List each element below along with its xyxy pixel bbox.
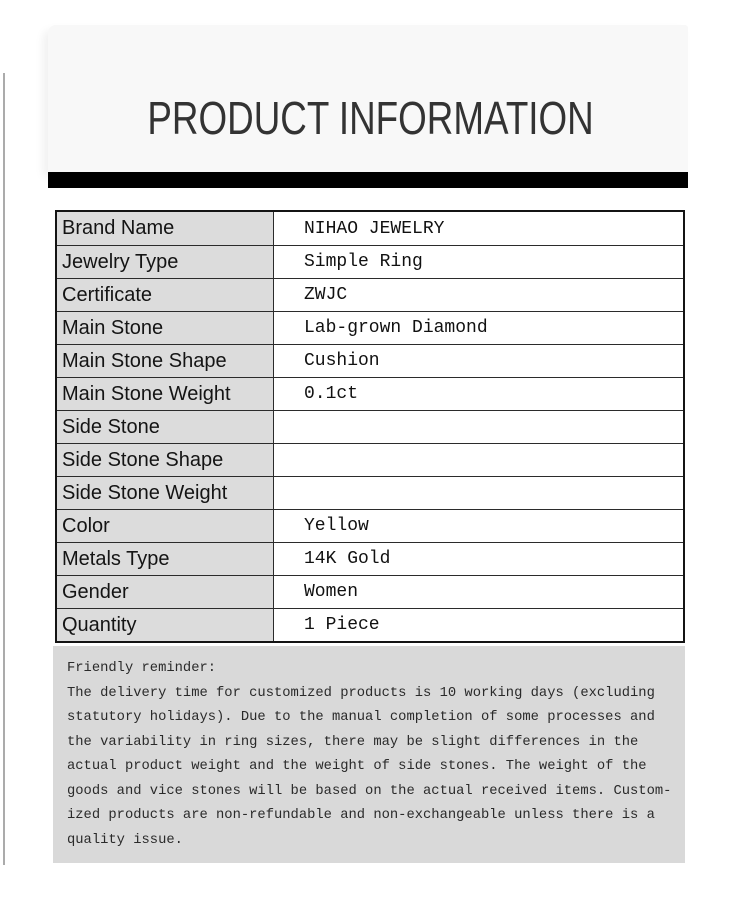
spec-label-cell: Brand Name xyxy=(57,212,274,245)
table-row xyxy=(57,278,683,311)
table-row xyxy=(57,377,683,410)
spec-label-cell: Side Stone Weight xyxy=(57,477,274,509)
spec-value-cell: Cushion xyxy=(274,345,683,377)
header-divider-bar xyxy=(48,172,688,188)
table-row xyxy=(57,608,683,641)
spec-value-cell: NIHAO JEWELRY xyxy=(274,212,683,245)
spec-value-cell: Yellow xyxy=(274,510,683,542)
reminder-line: statutory holidays). Due to the manual completion of some processes and xyxy=(67,710,655,725)
reminder-line: the variability in ring sizes, there may be slight differences in the xyxy=(67,734,639,750)
table-row xyxy=(57,575,683,608)
spec-label-cell: Certificate xyxy=(57,279,274,311)
spec-label-cell: Main Stone xyxy=(57,312,274,344)
spec-value-cell: Women xyxy=(274,576,683,608)
spec-label-cell: Main Stone Shape xyxy=(57,345,274,377)
spec-table xyxy=(55,210,685,643)
reminder-line: ized products are non-refundable and non-exchangeable unless there is a xyxy=(67,808,655,823)
spec-value-cell: 0.1ct xyxy=(274,378,683,410)
spec-value-cell: ZWJC xyxy=(274,279,683,311)
spec-label-cell: Jewelry Type xyxy=(57,246,274,278)
table-row xyxy=(57,509,683,542)
spec-value-cell: Lab-grown Diamond xyxy=(274,312,683,344)
reminder-heading: Friendly reminder: xyxy=(67,661,217,676)
left-edge-line xyxy=(3,73,5,865)
spec-value-cell xyxy=(274,411,683,443)
reminder-line: quality issue. xyxy=(67,832,183,848)
reminder-box xyxy=(53,646,685,863)
spec-label-cell: Quantity xyxy=(57,609,274,641)
spec-label-cell: Gender xyxy=(57,576,274,608)
table-row xyxy=(57,476,683,509)
spec-label-cell: Metals Type xyxy=(57,543,274,575)
table-row xyxy=(57,212,683,245)
spec-value-cell xyxy=(274,477,683,509)
spec-value-cell: Simple Ring xyxy=(274,246,683,278)
table-row xyxy=(57,443,683,476)
spec-label-cell: Side Stone xyxy=(57,411,274,443)
spec-value-cell xyxy=(274,444,683,476)
reminder-line: actual product weight and the weight of side stones. The weight of the xyxy=(67,759,647,774)
spec-value-cell: 1 Piece xyxy=(274,609,683,641)
table-row xyxy=(57,344,683,377)
spec-label-cell: Main Stone Weight xyxy=(57,378,274,410)
reminder-line: The delivery time for customized products is 10 working days (excluding xyxy=(67,685,655,701)
page-title: PRODUCT INFORMATION xyxy=(147,92,594,144)
table-row xyxy=(57,410,683,443)
spec-value-cell: 14K Gold xyxy=(274,543,683,575)
table-row xyxy=(57,245,683,278)
table-row xyxy=(57,311,683,344)
spec-label-cell: Side Stone Shape xyxy=(57,444,274,476)
table-row xyxy=(57,542,683,575)
reminder-line: goods and vice stones will be based on the actual received items. Custom- xyxy=(67,783,672,799)
header-panel xyxy=(48,25,688,172)
spec-label-cell: Color xyxy=(57,510,274,542)
